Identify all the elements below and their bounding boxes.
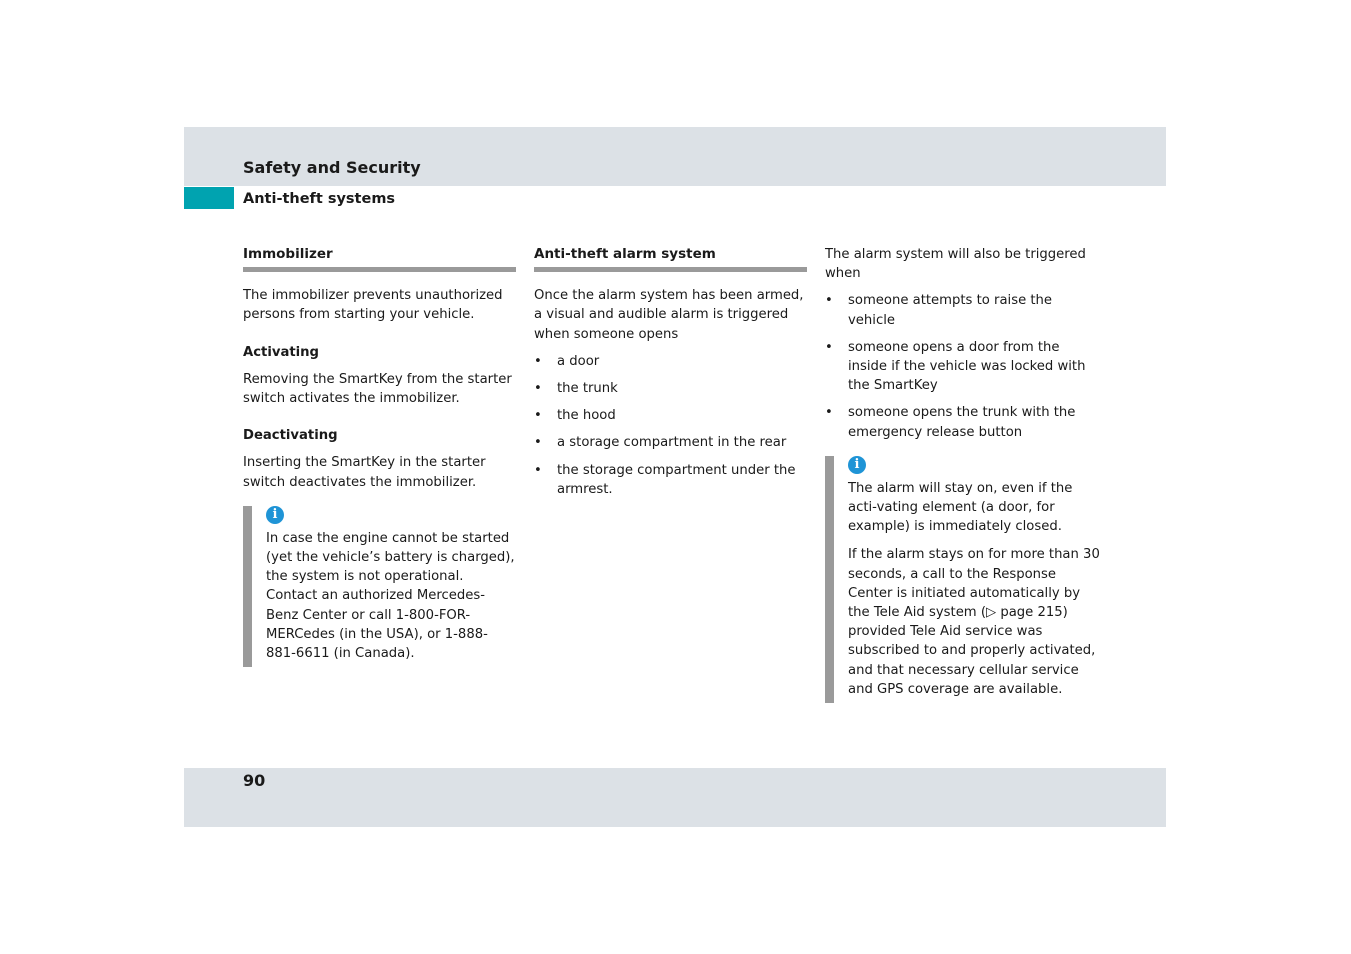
immobilizer-heading: Immobilizer bbox=[243, 245, 516, 272]
list-item: • the storage compartment under the armrest. bbox=[534, 461, 807, 499]
column-immobilizer bbox=[243, 245, 516, 667]
column-additional-triggers bbox=[825, 245, 1100, 703]
info-icon: i bbox=[266, 506, 284, 524]
alarm-system-heading: Anti-theft alarm system bbox=[534, 245, 807, 272]
section-accent-bar bbox=[184, 187, 234, 209]
list-item: • someone opens a door from the inside if the vehicle was locked with the SmartKey bbox=[825, 338, 1100, 396]
immobilizer-intro: The immobilizer prevents unauthorized persons from starting your vehicle. bbox=[243, 288, 503, 323]
deactivating-heading: Deactivating bbox=[243, 428, 338, 444]
list-item: • a door bbox=[534, 352, 807, 371]
list-item: • someone opens the trunk with the emergency release button bbox=[825, 403, 1100, 441]
header-band bbox=[184, 127, 1166, 186]
additional-trigger-list bbox=[825, 291, 1100, 441]
list-item: • the trunk bbox=[534, 379, 807, 398]
list-item: • the hood bbox=[534, 406, 807, 425]
footer-band bbox=[184, 768, 1166, 827]
activating-heading: Activating bbox=[243, 344, 319, 360]
page-number: 90 bbox=[243, 771, 266, 790]
activating-text: Removing the SmartKey from the starter switch activates the immobilizer. bbox=[243, 371, 512, 407]
info-icon: i bbox=[848, 456, 866, 474]
list-item: • a storage compartment in the rear bbox=[534, 433, 807, 452]
immobilizer-note-text: In case the engine cannot be started (yet the vehicle’s battery is charged), the system is not operational. Contact an authorized Mercedes-Benz Center or call 1-800-FOR-MERCedes (in the USA), or 1-888-881-6611 (in Canada). bbox=[266, 530, 515, 662]
alarm-note-text-2: If the alarm stays on for more than 30 seconds, a call to the Response Center is initiated automatically by the Tele Aid system (▷ page 215) provided Tele Aid service was subscribed to and properly activated, and that necessary cellular service and GPS coverage are available. bbox=[848, 547, 1100, 697]
deactivating-text: Inserting the SmartKey in the starter switch deactivates the immobilizer. bbox=[243, 455, 486, 490]
chapter-title: Safety and Security bbox=[243, 158, 421, 177]
column-alarm-system bbox=[534, 245, 807, 507]
alarm-system-intro: Once the alarm system has been armed, a visual and audible alarm is triggered when someone opens bbox=[534, 288, 804, 342]
alarm-trigger-list bbox=[534, 352, 807, 499]
section-title: Anti-theft systems bbox=[243, 191, 396, 207]
list-item: • someone attempts to raise the vehicle bbox=[825, 291, 1100, 329]
additional-triggers-intro: The alarm system will also be triggered when bbox=[825, 247, 1086, 282]
alarm-note bbox=[825, 456, 1100, 703]
alarm-note-text-1: The alarm will stay on, even if the acti-vating element (a door, for example) is immediately closed. bbox=[848, 480, 1073, 535]
immobilizer-note bbox=[243, 506, 516, 667]
